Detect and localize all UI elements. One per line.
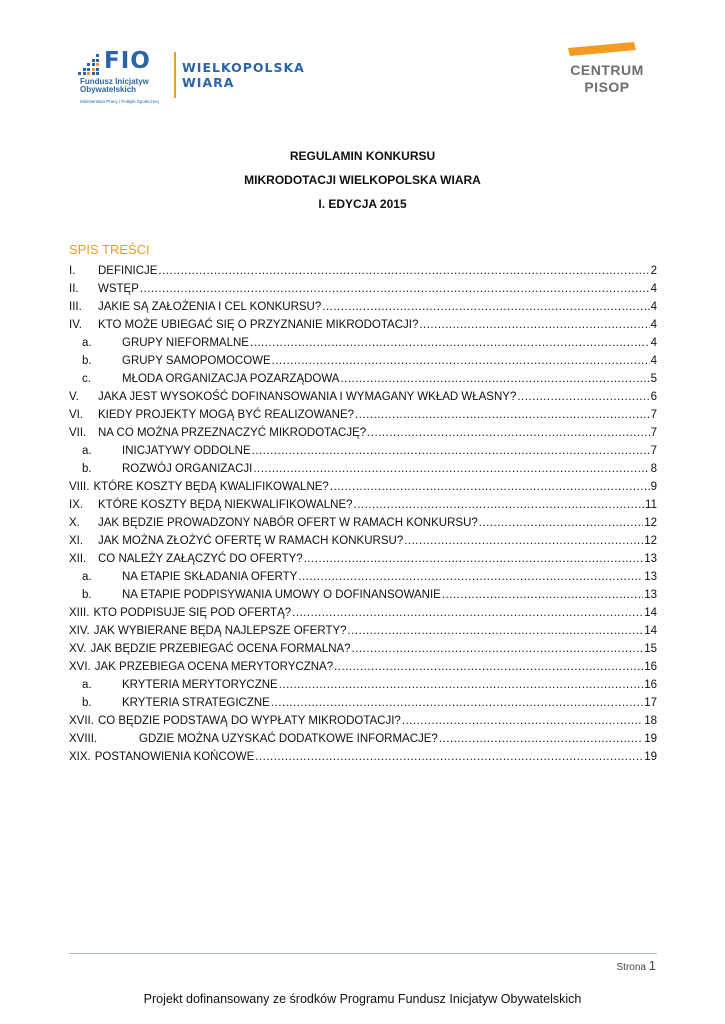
toc-entry[interactable] [69,658,657,676]
toc-entry-number: XIX. [69,751,91,763]
centrum-logo-line1: CENTRUM [570,62,644,78]
toc-entry-number: I. [69,265,76,277]
toc-entry-number: a. [82,445,92,457]
toc-dot-leader [334,658,643,676]
toc-entry-title: GRUPY SAMOPOMOCOWE [122,355,271,367]
partner-logo-line1: WIELKOPOLSKA [182,60,305,75]
toc-entry-page: 12 [644,517,657,529]
fio-ministry: Ministerstwo Pracy i Polityki Społecznej [80,99,159,104]
toc-entry-page: 17 [644,697,657,709]
toc-entry-page: 15 [644,643,657,655]
toc-entry-number: II. [69,283,79,295]
toc-entry-title: CO BĘDZIE PODSTAWĄ DO WYPŁATY MIKRODOTACJI? [97,715,401,727]
toc-dot-leader [271,694,643,712]
title-line-3: I. EDYCJA 2015 [318,197,407,211]
toc-entry[interactable] [69,586,657,604]
toc-entry[interactable] [69,280,657,298]
toc-entry-number: a. [82,337,92,349]
toc-entry-title: KRYTERIA STRATEGICZNE [122,697,270,709]
fio-dot [96,68,99,71]
fio-dot [78,72,81,75]
toc-entry-page: 14 [644,607,657,619]
toc-entry-number: VI. [69,409,84,421]
title-line-2: MIKRODOTACJI WIELKOPOLSKA WIARA [244,173,481,187]
toc-entry-title: MŁODA ORGANIZACJA POZARZĄDOWA [122,373,340,385]
toc-entry-number: b. [82,355,92,367]
toc-entry[interactable] [69,532,657,550]
toc-entry-page: 12 [644,535,657,547]
toc-entry-number: XI. [69,535,84,547]
toc-entry-page: 14 [644,625,657,637]
toc-entry[interactable] [69,352,657,370]
toc-entry-page: 4 [650,319,657,331]
toc-dot-leader [250,334,650,352]
toc-entry[interactable] [69,262,657,280]
toc-entry[interactable] [69,748,657,766]
toc-entry-number: III. [69,301,82,313]
toc-entry[interactable] [69,370,657,388]
toc-entry-title: JAK BĘDZIE PROWADZONY NABÓR OFERT W RAMACH KONKURSU? [98,517,478,529]
toc-entry-page: 6 [650,391,657,403]
toc-dot-leader [304,550,643,568]
page-number [617,958,656,973]
toc-entry-title: JAK MOŻNA ZŁOŻYĆ OFERTĘ W RAMACH KONKURSU? [98,535,404,547]
toc-dot-leader [352,640,644,658]
toc-dot-leader [330,478,650,496]
fio-logo [78,50,328,112]
logo-separator [174,52,176,98]
toc-dot-leader [348,622,644,640]
toc-dot-leader [354,496,645,514]
toc-entry-page: 4 [650,283,657,295]
toc-entry[interactable] [69,676,657,694]
toc-heading: SPIS TREŚCI [69,242,150,257]
page-number-value: 1 [648,958,656,973]
toc-entry-title: WSTĘP [98,283,139,295]
toc-dot-leader [140,280,650,298]
funding-note: Projekt dofinansowany ze środków Programu Fundusz Inicjatyw Obywatelskich [143,992,582,1006]
toc-entry-page: 13 [644,589,657,601]
toc-dot-leader [404,532,643,550]
document-title [0,147,725,219]
toc-entry-number: IX. [69,499,84,511]
toc-entry-number: b. [82,463,92,475]
title-line-1: REGULAMIN KONKURSU [289,149,436,163]
toc-entry-number: VIII. [69,481,90,493]
toc-dot-leader [419,316,649,334]
fio-dot [92,68,95,71]
toc-entry-page: 4 [650,337,657,349]
toc-entry[interactable] [69,514,657,532]
toc-entry-page: 13 [644,553,657,565]
toc-entry-page: 2 [650,265,657,277]
toc-dot-leader [517,388,649,406]
toc-entry-title: JAK BĘDZIE PRZEBIEGAĆ OCENA FORMALNA? [90,643,351,655]
toc-entry-number: b. [82,589,92,601]
fio-dot [87,72,90,75]
toc-entry-number: a. [82,571,92,583]
toc-entry-number: XVII. [69,715,94,727]
fio-logo-text: FIO [104,48,151,74]
toc-entry-number: XIV. [69,625,90,637]
toc-entry-number: c. [82,373,91,385]
toc-entry[interactable] [69,406,657,424]
toc-dot-leader [252,442,650,460]
toc-entry-title: NA ETAPIE PODPISYWANIA UMOWY O DOFINANSOWANIE [122,589,441,601]
partner-logo-line2: WIARA [182,75,235,90]
toc-entry[interactable] [69,712,657,730]
toc-dot-leader [402,712,643,730]
toc-entry[interactable] [69,568,657,586]
toc-entry-number: XVI. [69,661,91,673]
centrum-bar-icon [568,42,636,56]
toc-entry-page: 4 [650,301,657,313]
toc-entry[interactable] [69,550,657,568]
toc-entry[interactable] [69,640,657,658]
toc-dot-leader [158,262,649,280]
toc-dot-leader [292,604,643,622]
toc-entry-page: 11 [645,499,657,511]
toc-entry[interactable] [69,694,657,712]
toc-entry-title: JAK WYBIERANE BĘDĄ NAJLEPSZE OFERTY? [93,625,347,637]
toc-entry-page: 9 [650,481,657,493]
fio-dot [87,63,90,66]
toc-dot-leader [340,370,649,388]
page-label: Strona [616,962,646,973]
toc-entry-title: ROZWÓJ ORGANIZACJI [122,463,253,475]
toc-dot-leader [442,586,643,604]
toc-entry-title: JAKA JEST WYSOKOŚĆ DOFINANSOWANIA I WYMAGANY WKŁAD WŁASNY? [98,391,517,403]
toc-entry-title: INICJATYWY ODDOLNE [122,445,251,457]
centrum-logo-line2: PISOP [584,79,630,95]
toc-entry-page: 7 [650,445,657,457]
toc-entry-title: KTÓRE KOSZTY BĘDĄ KWALIFIKOWALNE? [93,481,329,493]
fio-dots-icon [78,54,100,76]
toc-entry[interactable] [69,622,657,640]
toc-entry-title: CO NALEŻY ZAŁĄCZYĆ DO OFERTY? [98,553,303,565]
toc-entry-title: KIEDY PROJEKTY MOGĄ BYĆ REALIZOWANE? [98,409,355,421]
fio-dot [83,72,86,75]
toc-entry[interactable] [69,388,657,406]
fio-dot [96,54,99,57]
toc-entry-number: XIII. [69,607,90,619]
fio-dot [92,63,95,66]
toc-entry-page: 16 [644,679,657,691]
toc-entry-title: KTÓRE KOSZTY BĘDĄ NIEKWALIFIKOWALNE? [98,499,353,511]
toc-entry-number: X. [69,517,80,529]
toc-entry-number: XVIII. [69,733,98,745]
toc-entry-number: a. [82,679,92,691]
fio-dot [96,72,99,75]
toc-dot-leader [272,352,650,370]
toc-entry-page: 18 [644,715,657,727]
toc-entry[interactable] [69,334,657,352]
fio-dot [92,72,95,75]
fio-subtitle [80,78,170,94]
toc-dot-leader [279,676,643,694]
toc-dot-leader [253,460,649,478]
partner-logo [182,60,305,90]
toc-entry-page: 8 [650,463,657,475]
fio-dot [87,68,90,71]
toc-entry-title: KTO PODPISUJE SIĘ POD OFERTĄ? [93,607,292,619]
toc-entry-title: NA CO MOŻNA PRZEZNACZYĆ MIKRODOTACJĘ? [98,427,367,439]
fio-subtitle-line1: Fundusz Inicjatyw [80,77,149,86]
toc-entry-page: 7 [650,427,657,439]
toc-dot-leader [355,406,650,424]
toc-entry-number: VII. [69,427,87,439]
toc-entry[interactable] [69,442,657,460]
toc-entry[interactable] [69,316,657,334]
fio-dot [92,59,95,62]
fio-dot [96,59,99,62]
toc-entry-page: 19 [644,751,657,763]
toc-entry-page: 13 [644,571,657,583]
toc-entry-title: GDZIE MOŻNA UZYSKAĆ DODATKOWE INFORMACJE? [139,733,438,745]
toc-entry-title: NA ETAPIE SKŁADANIA OFERTY [122,571,298,583]
toc-dot-leader [479,514,643,532]
toc-entry[interactable] [69,424,657,442]
fio-subtitle-line2: Obywatelskich [80,85,137,94]
toc-entry-number: b. [82,697,92,709]
centrum-pisop-logo [560,42,660,108]
toc-entry-page: 16 [644,661,657,673]
toc-entry-number: IV. [69,319,83,331]
toc-entry-title: POSTANOWIENIA KOŃCOWE [94,751,255,763]
toc-dot-leader [439,730,643,748]
toc-dot-leader [322,298,649,316]
toc-entry[interactable] [69,298,657,316]
toc-entry[interactable] [69,460,657,478]
toc-entry-title: DEFINICJE [98,265,158,277]
toc-entry-page: 19 [644,733,657,745]
toc-entry-number: XII. [69,553,87,565]
toc-dot-leader [255,748,643,766]
toc-entry[interactable] [69,604,657,622]
toc-dot-leader [367,424,649,442]
toc-entry-number: V. [69,391,79,403]
toc-entry-title: JAKIE SĄ ZAŁOŻENIA I CEL KONKURSU? [98,301,322,313]
fio-dot [96,63,99,66]
toc-entry-page: 4 [650,355,657,367]
toc-entry[interactable] [69,496,657,514]
table-of-contents [69,262,657,766]
toc-entry-title: GRUPY NIEFORMALNE [122,337,249,349]
toc-entry-title: KTO MOŻE UBIEGAĆ SIĘ O PRZYZNANIE MIKRODOTACJI? [98,319,419,331]
footer-divider [69,953,657,954]
toc-entry-page: 5 [650,373,657,385]
toc-entry-page: 7 [650,409,657,421]
toc-dot-leader [298,568,643,586]
toc-entry-number: XV. [69,643,87,655]
toc-entry-title: JAK PRZEBIEGA OCENA MERYTORYCZNA? [94,661,334,673]
toc-entry[interactable] [69,730,657,748]
fio-dot [83,68,86,71]
toc-entry-title: KRYTERIA MERYTORYCZNE [122,679,278,691]
toc-entry[interactable] [69,478,657,496]
